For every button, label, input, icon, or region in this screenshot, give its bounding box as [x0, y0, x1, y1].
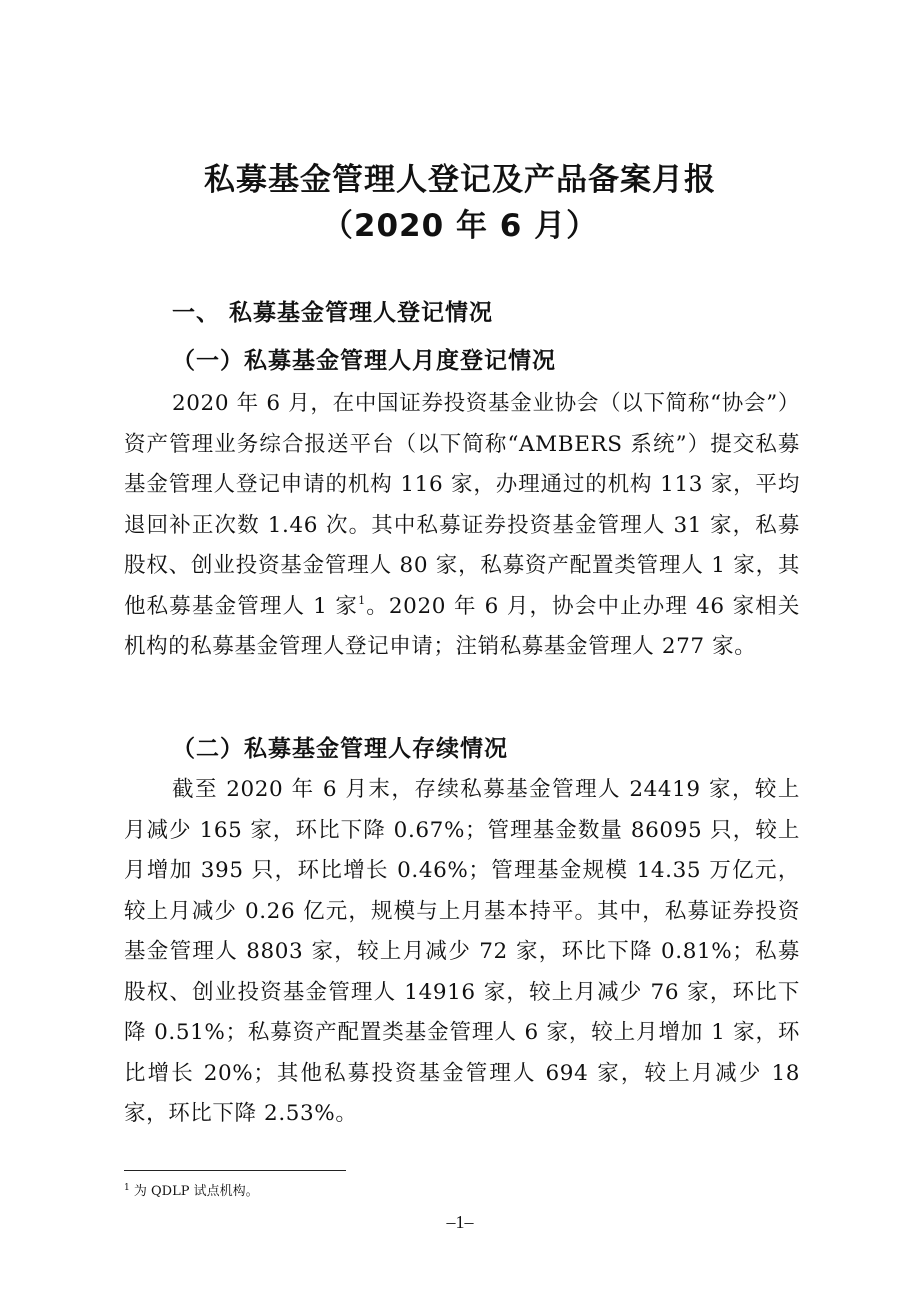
subsection-1-paragraph — [124, 384, 800, 668]
paragraph-text: 2020 年 6 月，在中国证券投资基金业协会（以下简称“协会”）资产管理业务综合报送平台（以下简称“AMBERS 系统”）提交私募基金管理人登记申请的机构 116 家，办理通过的机构 113 家，平均退回补正次数 1.46 次。其中私募证券投资基金管理人 31 家，私募股权、创业投资基金管理人 80 家，私募资产配置类管理人 1 家，其他私募基金管理人 1 家 — [124, 391, 800, 619]
page-number: –1– — [446, 1212, 474, 1232]
footnote-divider — [124, 1170, 346, 1171]
footnote — [124, 1180, 259, 1199]
footnote-marker: 1 — [124, 1183, 130, 1193]
report-subtitle-date: （2020 年 6 月） — [321, 208, 599, 244]
subsection-2-paragraph: 截至 2020 年 6 月末，存续私募基金管理人 24419 家，较上月减少 165 家，环比下降 0.67%；管理基金数量 86095 只，较上月增加 395 只，环比增长 0.46%；管理基金规模 14.35 万亿元，较上月减少 0.26 亿元，规模与上月基本持平。其中，私募证券投资基金管理人 8803 家，较上月减少 72 家，环比下降 0.81%；私募股权、创业投资基金管理人 14916 家，较上月减少 76 家，环比下降 0.51%；私募资产配置类基金管理人 6 家，较上月增加 1 家，环比增长 20%；其他私募投资基金管理人 694 家，较上月减少 18 家，环比下降 2.53%。 — [124, 777, 800, 1126]
footnote-reference: 1 — [358, 593, 366, 607]
paragraph-text: 。2020 年 6 月，协会中止办理 46 家相关机构的私募基金管理人登记申请；注销私募基金管理人 277 家。 — [124, 593, 800, 659]
subsection-1-heading: （一）私募基金管理人月度登记情况 — [172, 348, 556, 374]
report-title: 私募基金管理人登记及产品备案月报 — [204, 162, 716, 198]
subsection-2-heading: （二）私募基金管理人存续情况 — [172, 736, 508, 762]
section-1-heading: 一、 私募基金管理人登记情况 — [172, 300, 494, 326]
footnote-text: 为 QDLP 试点机构。 — [129, 1184, 259, 1199]
